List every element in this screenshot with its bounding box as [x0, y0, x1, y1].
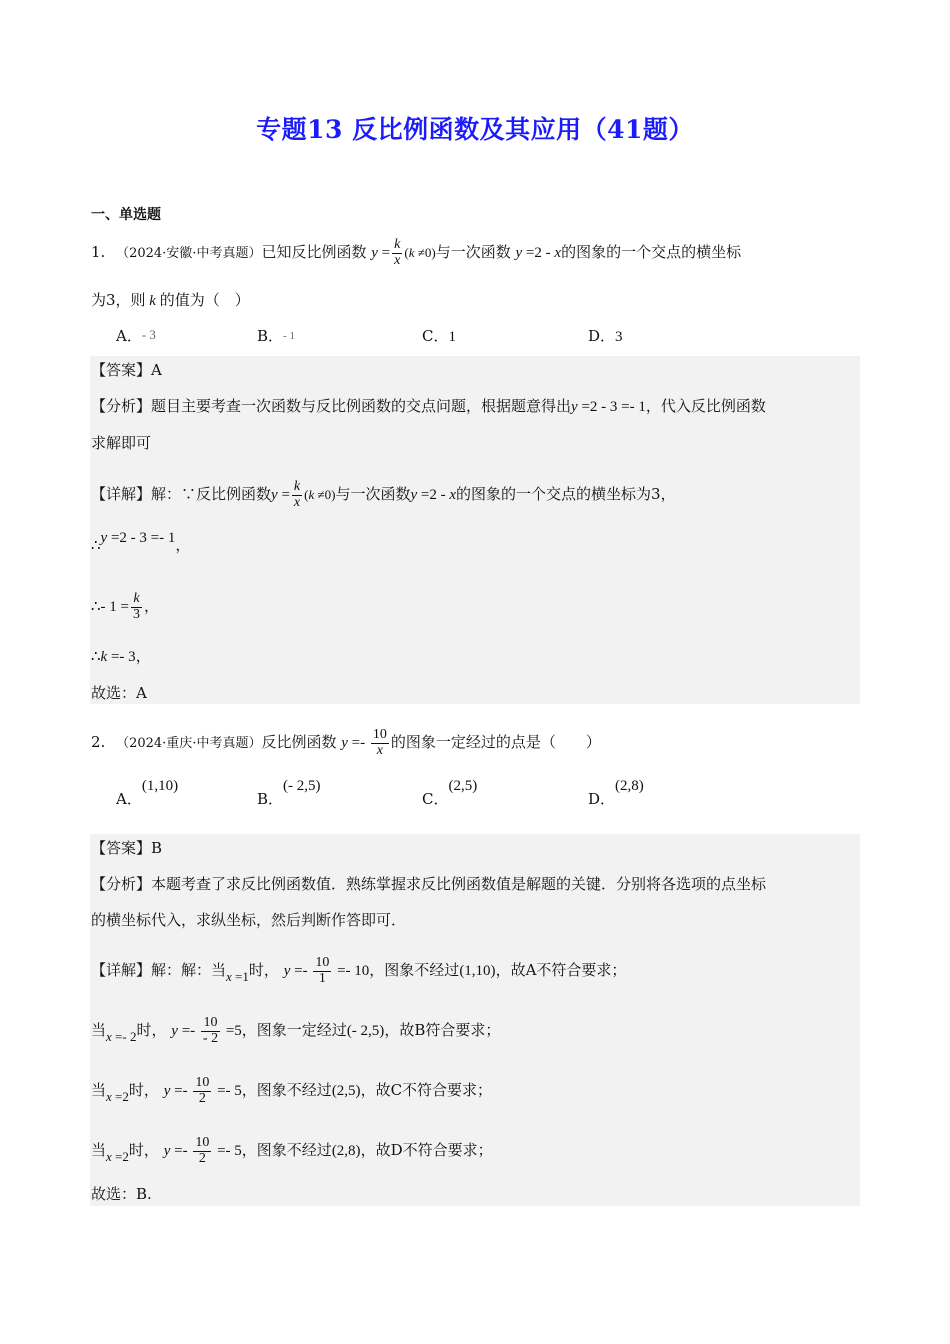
- q1-option-d: D．3: [588, 327, 623, 345]
- q1-conclusion: 故选：A: [91, 684, 147, 702]
- q2-option-d: D．(2,8): [588, 778, 644, 808]
- q2-conclusion: 故选：B.: [91, 1185, 152, 1203]
- q1-text: 的图象的一个交点的横坐标: [561, 243, 742, 262]
- q2-option-c: C．(2,5): [422, 778, 478, 808]
- q2-analysis: 【分析】本题考查了求反比例函数值．熟练掌握求反比例函数值是解题的关键．分别将各选项的点坐标: [91, 875, 767, 893]
- q2-analysis-cont: 的横坐标代入，求纵坐标，然后判断作答即可．: [91, 911, 407, 929]
- q1-option-c: C．1: [422, 327, 456, 345]
- q1-text: 为3，则: [91, 291, 146, 309]
- q2-option-a: A．(1,10): [116, 778, 179, 808]
- q1-detail: 【详解】解：∵反比例函数y = $\frac{k}{x}$ (k ≠0)与一次函数y =2 - x的图象的一个交点的横坐标为3，: [91, 479, 676, 510]
- q1-text: 与一次函数: [435, 243, 511, 262]
- q2-stem: 2. （2024·重庆·中考真题）反比例函数 y =- $\frac{10}{x}$ 的图象一定经过的点是（ ）: [91, 727, 601, 758]
- q1-option-b: B．- 1: [257, 327, 295, 345]
- q1-answer: 【答案】A: [91, 361, 162, 379]
- q1-text: 的值为（ ）: [159, 291, 250, 309]
- q2-answer: 【答案】B: [91, 839, 163, 857]
- q1-stem-line1: 1. （2024·安徽·中考真题）已知反比例函数 y = $\frac{k}{x}$ (k ≠0)与一次函数 y =2 - x的图象的一个交点的横坐标: [91, 237, 742, 268]
- q1-step1: ∴y =2 - 3 =- 1，: [91, 530, 191, 554]
- q1-step3: ∴k =- 3，: [91, 647, 151, 665]
- q1-stem-line2: 为3，则 k 的值为（ ）: [91, 291, 250, 309]
- q2-detail-1: 【详解】解：解：当x =1时， y =- $\frac{10}{1}$ =- 10，图象不经过(1,10)，故A不符合要求；: [91, 955, 627, 986]
- q2-detail-4: 当x =2时， y =- $\frac{10}{2}$ =- 5，图象不经过(2,8)，故D不符合要求；: [91, 1135, 493, 1166]
- q1-option-a: A．- 3: [116, 327, 156, 345]
- q1-number: 1.: [91, 243, 106, 262]
- q1-analysis-cont: 求解即可: [91, 434, 152, 452]
- q1-source: （2024·安徽·中考真题）: [116, 246, 262, 262]
- page-title: 专题13 反比例函数及其应用（41题）: [256, 115, 694, 144]
- q2-option-b: B．(- 2,5): [257, 778, 321, 808]
- q1-text: 已知反比例函数: [261, 243, 367, 262]
- q2-detail-3: 当x =2时， y =- $\frac{10}{2}$ =- 5，图象不经过(2,5)，故C不符合要求；: [91, 1075, 493, 1106]
- q1-step2: ∴- 1 = $\frac{k}{3}$ ，: [91, 591, 160, 622]
- section-heading: 一、单选题: [91, 207, 161, 223]
- q2-detail-2: 当x =- 2时， y =- $\frac{10}{- 2}$ =5，图象一定经过(- 2,5)，故B符合要求；: [91, 1015, 501, 1046]
- q1-analysis: 【分析】题目主要考查一次函数与反比例函数的交点问题，根据题意得出y =2 - 3 =- 1，代入反比例函数: [91, 397, 766, 415]
